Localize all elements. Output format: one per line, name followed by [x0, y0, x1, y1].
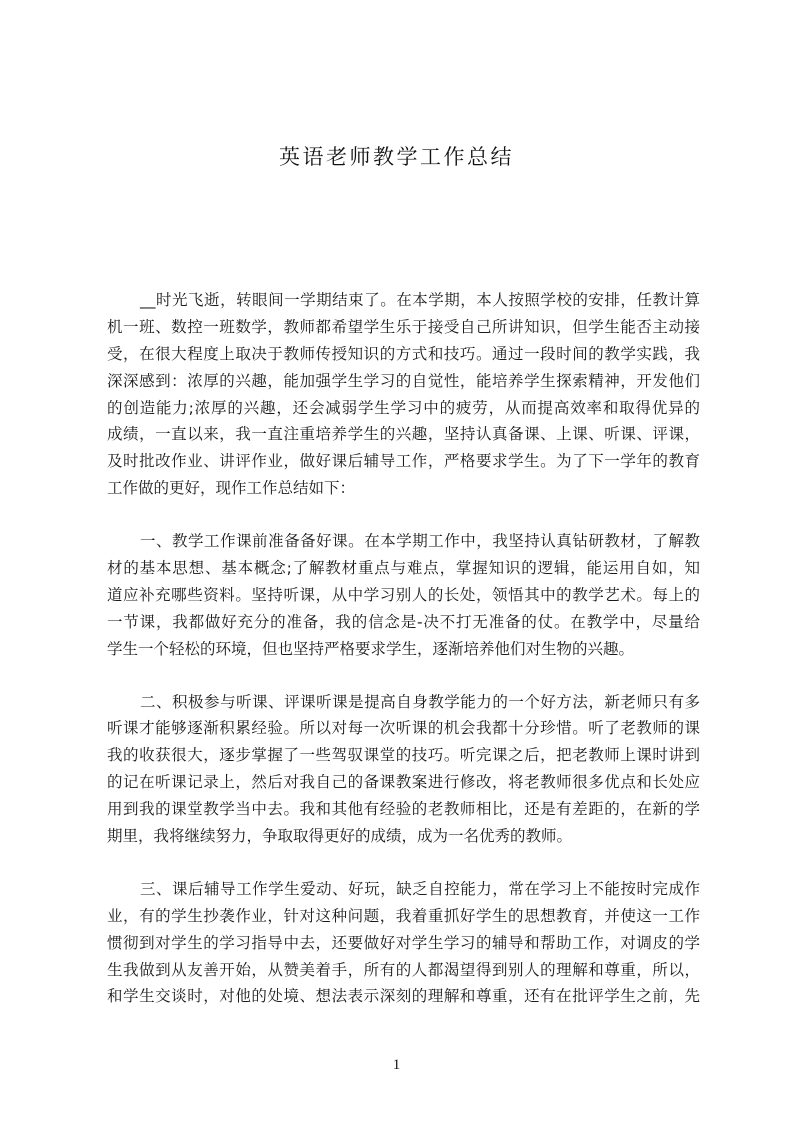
text-line: 和学生交谈时，对他的处境、想法表示深刻的理解和尊重，还有在批评学生之前，先 [107, 987, 700, 1006]
text-line: 的记在听课记录上，然后对我自己的备课教案进行修改，将老教师很多优点和长处应 [107, 773, 700, 792]
text-line: 工作做的更好，现作工作总结如下： [107, 479, 356, 498]
text-line: 听课才能够逐渐积累经验。所以对每一次听课的机会我都十分珍惜。听了老教师的课 [107, 719, 700, 738]
text-line: 期里，我将继续努力，争取取得更好的成绩，成为一名优秀的教师。 [107, 827, 573, 846]
text-line: 材的基本思想、基本概念;了解教材重点与难点，掌握知识的逻辑，能运用自如，知 [107, 559, 700, 578]
paragraph-intro [107, 287, 700, 502]
text-line: 业，有的学生抄袭作业，针对这种问题，我着重抓好学生的思想教育，并使这一工作 [107, 906, 700, 925]
text-line: __时光飞逝，转眼间一学期结束了。在本学期，本人按照学校的安排，任教计算 [140, 291, 700, 309]
text-line: 一节课，我都做好充分的准备，我的信念是-决不打无准备的仗。在教学中，尽量给 [107, 612, 700, 631]
paragraph-after-class-tutoring [107, 876, 700, 1010]
text-line: 受，在很大程度上取决于教师传授知识的方式和技巧。通过一段时间的教学实践，我 [107, 344, 700, 363]
document-title: 英语老师教学工作总结 [279, 145, 514, 169]
text-line: 学生一个轻松的环境，但也坚持严格要求学生，逐渐培养他们对生物的兴趣。 [107, 639, 635, 658]
paragraph-lesson-preparation [107, 528, 700, 662]
text-line: 的创造能力;浓厚的兴趣，还会减弱学生学习中的疲劳，从而提高效率和取得优异的 [107, 398, 700, 417]
text-line: 及时批改作业、讲评作业，做好课后辅导工作，严格要求学生。为了下一学年的教育 [107, 452, 700, 471]
paragraph-lesson-observation [107, 689, 700, 850]
text-line: 用到我的课堂教学当中去。我和其他有经验的老教师相比，还是有差距的，在新的学 [107, 800, 700, 819]
text-line: 一、教学工作课前准备备好课。在本学期工作中，我坚持认真钻研教材，了解教 [140, 532, 700, 551]
text-line: 道应补充哪些资料。坚持听课，从中学习别人的长处，领悟其中的教学艺术。每上的 [107, 585, 700, 604]
document-body [107, 287, 700, 1036]
text-line: 生我做到从友善开始，从赞美着手，所有的人都渴望得到别人的理解和尊重，所以， [107, 960, 700, 979]
text-line: 深深感到：浓厚的兴趣，能加强学生学习的自觉性，能培养学生探索精神，开发他们 [107, 371, 700, 390]
text-line: 成绩，一直以来，我一直注重培养学生的兴趣，坚持认真备课、上课、听课、评课， [107, 425, 700, 444]
text-line: 我的收获很大，逐步掌握了一些驾驭课堂的技巧。听完课之后，把老教师上课时讲到 [107, 746, 700, 765]
text-line: 惯彻到对学生的学习指导中去，还要做好对学生学习的辅导和帮助工作，对调皮的学 [107, 933, 700, 952]
text-line: 二、积极参与听课、评课听课是提高自身教学能力的一个好方法，新老师只有多 [140, 692, 700, 711]
text-line: 三、课后辅导工作学生爱动、好玩，缺乏自控能力，常在学习上不能按时完成作 [140, 879, 700, 898]
page-number: 1 [392, 1057, 401, 1073]
text-line: 机一班、数控一班数学，教师都希望学生乐于接受自己所讲知识，但学生能否主动接 [107, 317, 700, 336]
